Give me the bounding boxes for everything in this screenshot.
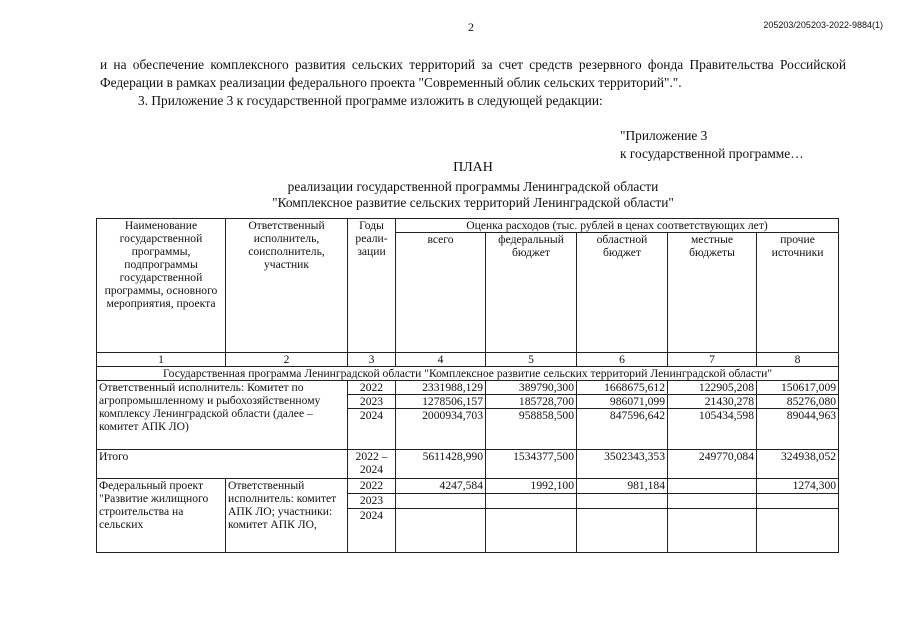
regional-cell: 847596,642 (577, 409, 668, 450)
federal-cell: 185728,700 (486, 395, 577, 409)
col-num: 8 (757, 353, 839, 367)
total-cell: 2000934,703 (396, 409, 486, 450)
header-total: всего (396, 233, 486, 353)
table-row (97, 381, 839, 395)
federal-cell: 1992,100 (486, 479, 577, 494)
header-years: Годы реали-зации (348, 219, 396, 353)
total-row (97, 450, 839, 479)
local-cell (668, 509, 757, 553)
year-cell: 2023 (348, 494, 396, 509)
local-cell (668, 479, 757, 494)
total-cell (396, 494, 486, 509)
total-cell: 5611428,990 (396, 450, 486, 479)
local-cell: 249770,084 (668, 450, 757, 479)
federal-cell: 958858,500 (486, 409, 577, 450)
col-num: 4 (396, 353, 486, 367)
header-name: Наименование государственной программы, подпрограммы государственной программы, основного мероприятия, проекта (97, 219, 226, 353)
plan-table (96, 218, 839, 553)
local-cell: 122905,208 (668, 381, 757, 395)
col-num: 1 (97, 353, 226, 367)
federal-cell: 389790,300 (486, 381, 577, 395)
header-regional: областной бюджет (577, 233, 668, 353)
document-id: 205203/205203-2022-9884(1) (763, 20, 883, 30)
header-other: прочие источники (757, 233, 839, 353)
other-cell: 85276,080 (757, 395, 839, 409)
table-row (97, 479, 839, 494)
col-num: 5 (486, 353, 577, 367)
year-cell: 2022 (348, 381, 396, 395)
header-estimate: Оценка расходов (тыс. рублей в ценах соответствующих лет) (396, 219, 839, 233)
other-cell: 1274,300 (757, 479, 839, 494)
col-num: 7 (668, 353, 757, 367)
appendix-heading (620, 127, 804, 163)
other-cell (757, 494, 839, 509)
header-executor: Ответственный исполнитель, соисполнитель, участник (226, 219, 348, 353)
year-cell: 2024 (348, 409, 396, 450)
header-local: местные бюджеты (668, 233, 757, 353)
total-cell: 1278506,157 (396, 395, 486, 409)
other-cell: 89044,963 (757, 409, 839, 450)
year-cell: 2024 (348, 509, 396, 553)
fed-project-executor: Ответственный исполнитель: комитет АПК ЛО; участники: комитет АПК ЛО, (226, 479, 348, 553)
regional-cell: 986071,099 (577, 395, 668, 409)
other-cell (757, 509, 839, 553)
local-cell (668, 494, 757, 509)
plan-subtitle: реализации государственной программы Ленинградской области (287, 179, 659, 194)
other-cell: 324938,052 (757, 450, 839, 479)
col-num: 6 (577, 353, 668, 367)
federal-cell (486, 509, 577, 553)
itogo-label: Итого (97, 450, 348, 479)
plan-program-name: "Комплексное развитие сельских территорий Ленинградской области" (272, 195, 674, 210)
paragraph-item-3: 3. Приложение 3 к государственной программе изложить в следующей редакции: (138, 93, 603, 108)
appendix-line-1: "Приложение 3 (620, 128, 708, 143)
other-cell: 150617,009 (757, 381, 839, 395)
col-num: 3 (348, 353, 396, 367)
regional-cell: 1668675,612 (577, 381, 668, 395)
executor-cell: Ответственный исполнитель: Комитет по агропромышленному и рыбохозяйственному комплексу Ленинградской области (далее – комитет АПК ЛО) (97, 381, 348, 450)
total-cell: 4247,584 (396, 479, 486, 494)
local-cell: 105434,598 (668, 409, 757, 450)
regional-cell: 3502343,353 (577, 450, 668, 479)
total-cell (396, 509, 486, 553)
header-federal: федеральный бюджет (486, 233, 577, 353)
program-row: Государственная программа Ленинградской области "Комплексное развитие сельских территорий Ленинградской области" (97, 367, 839, 381)
local-cell: 21430,278 (668, 395, 757, 409)
federal-cell: 1534377,500 (486, 450, 577, 479)
total-cell: 2331988,129 (396, 381, 486, 395)
year-cell: 2022 (348, 479, 396, 494)
fed-project-name: Федеральный проект "Развитие жилищного строительства на сельских (97, 479, 226, 553)
year-cell: 2023 (348, 395, 396, 409)
federal-cell (486, 494, 577, 509)
appendix-line-2: к государственной программе… (620, 146, 804, 161)
year-cell: 2022 – 2024 (348, 450, 396, 479)
regional-cell (577, 494, 668, 509)
col-num: 2 (226, 353, 348, 367)
paragraph-continuation: и на обеспечение комплексного развития сельских территорий за счет средств резервного фонда Правительства Российской Федерации в рамках реализации федерального проекта "Современный облик сельских территорий".". (100, 57, 846, 90)
column-number-row (97, 353, 839, 367)
page-number: 2 (468, 20, 474, 34)
regional-cell: 981,184 (577, 479, 668, 494)
plan-title: ПЛАН (453, 160, 493, 175)
regional-cell (577, 509, 668, 553)
